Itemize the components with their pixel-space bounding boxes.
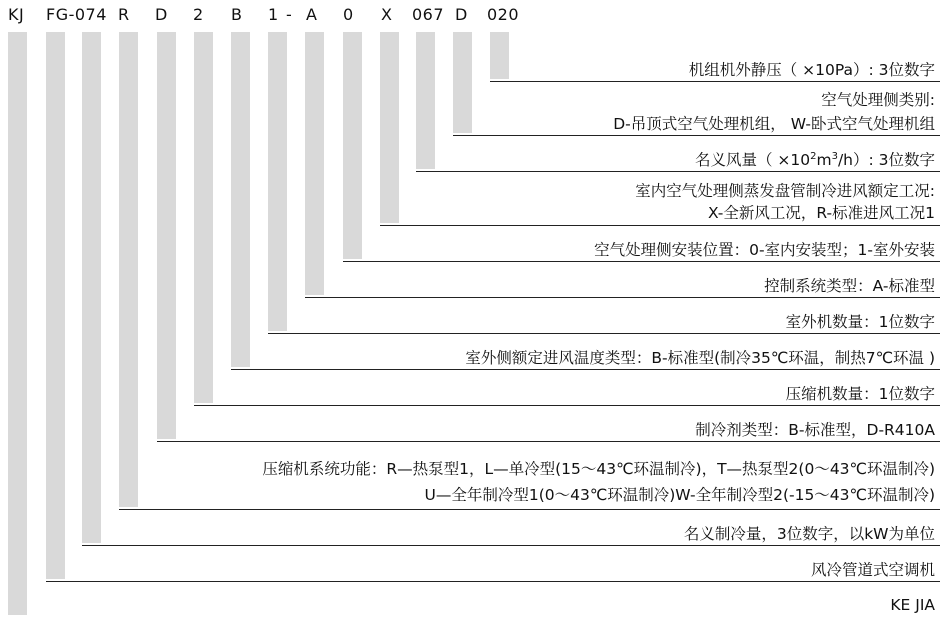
label-air-handler-options: D-吊顶式空气处理机组， W-卧式空气处理机组	[613, 115, 935, 133]
bar-020	[490, 32, 509, 79]
label-compressor-count: 压缩机数量：1位数字	[785, 385, 935, 403]
label-brand: KE JIA	[890, 596, 935, 614]
label-cooling-capacity: 名义制冷量，3位数字，以kW为单位	[683, 525, 935, 543]
code-segment-x: X	[381, 5, 393, 24]
bar-067	[416, 32, 435, 169]
line-product-type	[46, 581, 940, 582]
label-airflow-exp2: 3	[831, 150, 838, 162]
code-segment-a: A	[306, 5, 318, 24]
code-segment-d2: D	[455, 5, 468, 24]
code-segment-1: 1	[268, 5, 279, 24]
bar-fg074	[46, 32, 65, 579]
line-control-type	[305, 297, 940, 298]
label-airflow	[695, 149, 935, 171]
label-product-type: 风冷管道式空调机	[810, 561, 935, 579]
code-segment-067: 067	[412, 5, 445, 24]
bar-1	[268, 32, 287, 331]
label-control-type: 控制系统类型：A-标准型	[764, 277, 935, 295]
bar-x	[380, 32, 399, 223]
label-airflow-exp: 2	[810, 150, 817, 162]
label-outdoor-temp: 室外侧额定进风温度类型：B-标准型(制冷35℃环温，制热7℃环温 )	[465, 349, 935, 367]
code-segment-b: B	[231, 5, 243, 24]
code-segment-d: D	[155, 5, 168, 24]
label-air-handler-type: 空气处理侧类别:	[821, 91, 935, 109]
bar-d	[157, 32, 176, 439]
line-compressor-function	[119, 509, 940, 510]
code-segment-kj: KJ	[8, 5, 25, 24]
line-install-location	[343, 261, 940, 262]
code-segment-0: 0	[343, 5, 354, 24]
line-refrigerant	[157, 441, 940, 442]
bar-fg074b	[82, 32, 101, 543]
line-cooling-capacity	[82, 545, 940, 546]
label-static-pressure: 机组机外静压（ ×10Pa）: 3位数字	[688, 61, 935, 79]
label-airflow-part3: /h）: 3位数字	[837, 151, 935, 169]
line-air-handler-type	[453, 135, 940, 136]
code-segment-fg074: FG-074	[46, 5, 107, 24]
label-airflow-part1: 名义风量（ ×10	[694, 151, 811, 169]
label-install-location: 空气处理侧安装位置：0-室内安装型；1-室外安装	[594, 241, 935, 259]
bar-0	[343, 32, 362, 259]
bar-b	[231, 32, 250, 367]
line-outdoor-count	[268, 333, 940, 334]
bar-r	[119, 32, 138, 507]
label-outdoor-count: 室外机数量：1位数字	[785, 313, 935, 331]
code-segment-r: R	[118, 5, 130, 24]
line-outdoor-temp	[231, 369, 940, 370]
bar-2	[194, 32, 213, 403]
bar-a	[305, 32, 324, 295]
label-compressor-function-2: U—全年制冷型1(0～43℃环温制冷)W-全年制冷型2(-15～43℃环温制冷)	[424, 486, 935, 504]
code-segment-dash: -	[286, 5, 293, 24]
label-compressor-function: 压缩机系统功能：R—热泵型1，L—单冷型(15～43℃环温制冷)，T—热泵型2(0～43℃环温制冷)	[262, 460, 935, 478]
line-airflow	[416, 171, 940, 172]
code-segment-020: 020	[487, 5, 520, 24]
label-inlet-options: X-全新风工况，R-标准进风工况1	[707, 204, 935, 222]
line-compressor-count	[194, 405, 940, 406]
line-static-pressure	[490, 81, 940, 82]
line-inlet-condition	[380, 225, 940, 226]
label-airflow-part2: m	[816, 151, 832, 169]
label-inlet-condition: 室内空气处理侧蒸发盘管制冷进风额定工况:	[635, 182, 935, 200]
code-segment-2: 2	[193, 5, 204, 24]
bar-d2	[453, 32, 472, 133]
bar-kj	[8, 32, 27, 615]
label-refrigerant: 制冷剂类型：B-标准型，D-R410A	[695, 421, 935, 439]
